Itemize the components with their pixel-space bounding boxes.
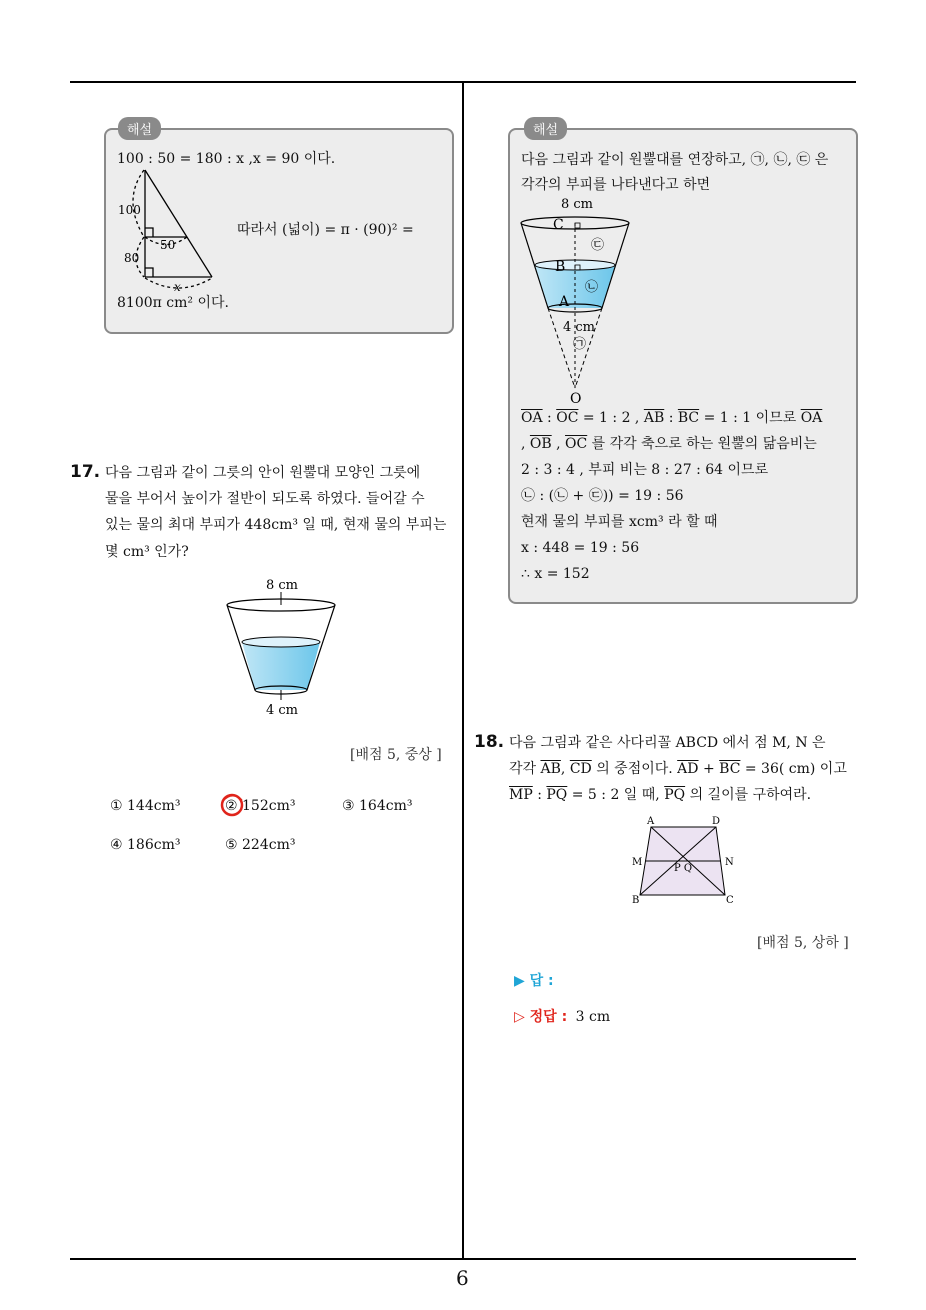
- right-solution-intro-2: 각각의 부피를 나타낸다고 하면: [521, 177, 711, 193]
- trap-label-B: B: [632, 895, 640, 906]
- right-solution-line3: 2 : 3 : 4 , 부피 비는 8 : 27 : 64 이므로: [521, 462, 769, 478]
- right-solution-line5: 현재 물의 부피를 xcm³ 라 할 때: [521, 514, 718, 530]
- seg-oc: $\overline{OC}$: [565, 436, 588, 452]
- right-solution-line4: ㉡ : (㉡ + ㉢)) = 19 : 56: [521, 488, 684, 504]
- q17-choice-1[interactable]: ① 144cm³: [110, 798, 181, 814]
- q17-text-line1: 다음 그림과 같이 그릇의 안이 원뿔대 모양인 그릇에: [105, 465, 421, 481]
- q17-fig-bottom-label: 4 cm: [266, 703, 299, 718]
- trap-label-A: A: [647, 816, 655, 827]
- sep: ,: [521, 436, 530, 452]
- q18-score: [배점 5, 상하 ]: [757, 935, 849, 951]
- q17-choice-4[interactable]: ④ 186cm³: [110, 837, 181, 853]
- seg-ab: $\overline{AB}$: [643, 410, 665, 426]
- txt: :: [532, 787, 547, 803]
- txt: ,: [560, 761, 570, 777]
- column-divider: [462, 82, 464, 1259]
- q18-text-line1: 다음 그림과 같은 사다리꼴 ABCD 에서 점 M, N 은: [509, 735, 826, 751]
- ratio-text: 를 각각 축으로 하는 원뿔의 닮음비는: [587, 436, 817, 452]
- seg-mp: $\overline{MP}$: [509, 787, 533, 803]
- left-solution-mid: 따라서 (넓이) = π · (90)² =: [237, 222, 414, 238]
- seg-oc: $\overline{OC}$: [556, 410, 579, 426]
- q18-correct-label: ▷ 정답 :: [514, 1009, 568, 1025]
- seg-pq: $\overline{PQ}$: [664, 787, 686, 803]
- cone-bottom-label: 4 cm: [563, 320, 596, 335]
- seg-cd: $\overline{CD}$: [569, 761, 592, 777]
- seg-ad: $\overline{AD}$: [677, 761, 699, 777]
- q17-number: 17.: [70, 462, 101, 482]
- right-solution-intro-1: 다음 그림과 같이 원뿔대를 연장하고, ㉠, ㉡, ㉢ 은: [521, 152, 829, 168]
- q18-correct-value: 3 cm: [575, 1009, 611, 1025]
- q18-answer-label: ▶ 답 :: [514, 973, 554, 989]
- cone-label-A: A: [559, 294, 570, 310]
- cone-circle-2: ㉡: [585, 280, 599, 295]
- seg-ab: $\overline{AB}$: [540, 761, 561, 777]
- cone-label-C: C: [553, 217, 564, 233]
- trap-label-M: M: [632, 857, 643, 868]
- trap-label-N: N: [725, 857, 734, 868]
- q18-text-line2: [509, 762, 847, 776]
- txt: 각각: [509, 761, 541, 777]
- right-solution-ratio-line2: [521, 437, 817, 451]
- q17-choice-5[interactable]: ⑤ 224cm³: [225, 837, 296, 853]
- right-solution-tag: 해설: [524, 117, 567, 140]
- txt: 의 중점이다.: [591, 761, 678, 777]
- sep: ,: [551, 436, 566, 452]
- q17-choice-3[interactable]: ③ 164cm³: [342, 798, 413, 814]
- right-solution-figure-cone: [515, 193, 640, 405]
- txt: +: [698, 761, 720, 777]
- cone-top-label: 8 cm: [561, 197, 594, 212]
- cone-label-O: O: [570, 391, 582, 407]
- page-number: 6: [456, 1266, 469, 1290]
- trap-label-C: C: [726, 895, 734, 906]
- cone-circle-3: ㉢: [591, 238, 605, 253]
- q17-text-line2: 물을 부어서 높이가 절반이 되도록 하였다. 들어갈 수: [105, 491, 425, 507]
- q17-score: [배점 5, 중상 ]: [350, 747, 442, 763]
- cone-label-B: B: [555, 259, 566, 275]
- seg-ob: $\overline{OB}$: [529, 436, 552, 452]
- right-solution-line7: ∴ x = 152: [521, 566, 590, 582]
- fig-label-80: 80: [124, 251, 140, 265]
- txt: = 5 : 2 일 때,: [567, 787, 665, 803]
- trap-label-PQ: P Q: [674, 863, 693, 874]
- cone-circle-1: ㉠: [573, 337, 587, 352]
- txt: 의 길이를 구하여라.: [685, 787, 812, 803]
- q18-number: 18.: [474, 732, 505, 752]
- left-solution-line1: 100 : 50 = 180 : x ,x = 90 이다.: [117, 151, 336, 167]
- left-solution-end: 8100π cm² 이다.: [117, 295, 229, 311]
- q17-choice-2[interactable]: ② 152cm³: [225, 798, 296, 814]
- trap-label-D: D: [712, 816, 721, 827]
- fig-label-100: 100: [118, 203, 141, 217]
- left-solution-figure: [110, 160, 230, 295]
- q17-text-line3: 있는 물의 최대 부피가 448cm³ 일 때, 현재 물의 부피는: [105, 517, 447, 533]
- txt: = 36( cm) 이고: [740, 761, 847, 777]
- seg-pq: $\overline{PQ}$: [546, 787, 568, 803]
- fig-label-x: x: [174, 280, 181, 294]
- seg-bc: $\overline{BC}$: [719, 761, 741, 777]
- q17-selected-answer-circle: [219, 792, 245, 818]
- q18-text-line3: [509, 788, 811, 802]
- sep: :: [664, 410, 678, 426]
- q18-figure-trapezoid: [628, 815, 743, 910]
- ratio-text: = 1 : 2 ,: [578, 410, 644, 426]
- left-solution-tag: 해설: [118, 117, 161, 140]
- right-solution-line6: x : 448 = 19 : 56: [521, 540, 640, 556]
- fig-label-50: 50: [160, 238, 176, 252]
- seg-bc: $\overline{BC}$: [677, 410, 700, 426]
- seg-oa: $\overline{OA}$: [521, 410, 543, 426]
- ratio-text: = 1 : 1 이므로: [699, 410, 801, 426]
- seg-oa: $\overline{OA}$: [800, 410, 823, 426]
- sep: :: [542, 410, 557, 426]
- right-solution-ratio-line1: [521, 411, 822, 425]
- q17-text-line4: 몇 cm³ 인가?: [105, 544, 189, 560]
- q18-correct-answer: [514, 1010, 610, 1024]
- q17-fig-top-label: 8 cm: [266, 578, 299, 593]
- q17-figure-frustum: [220, 572, 340, 722]
